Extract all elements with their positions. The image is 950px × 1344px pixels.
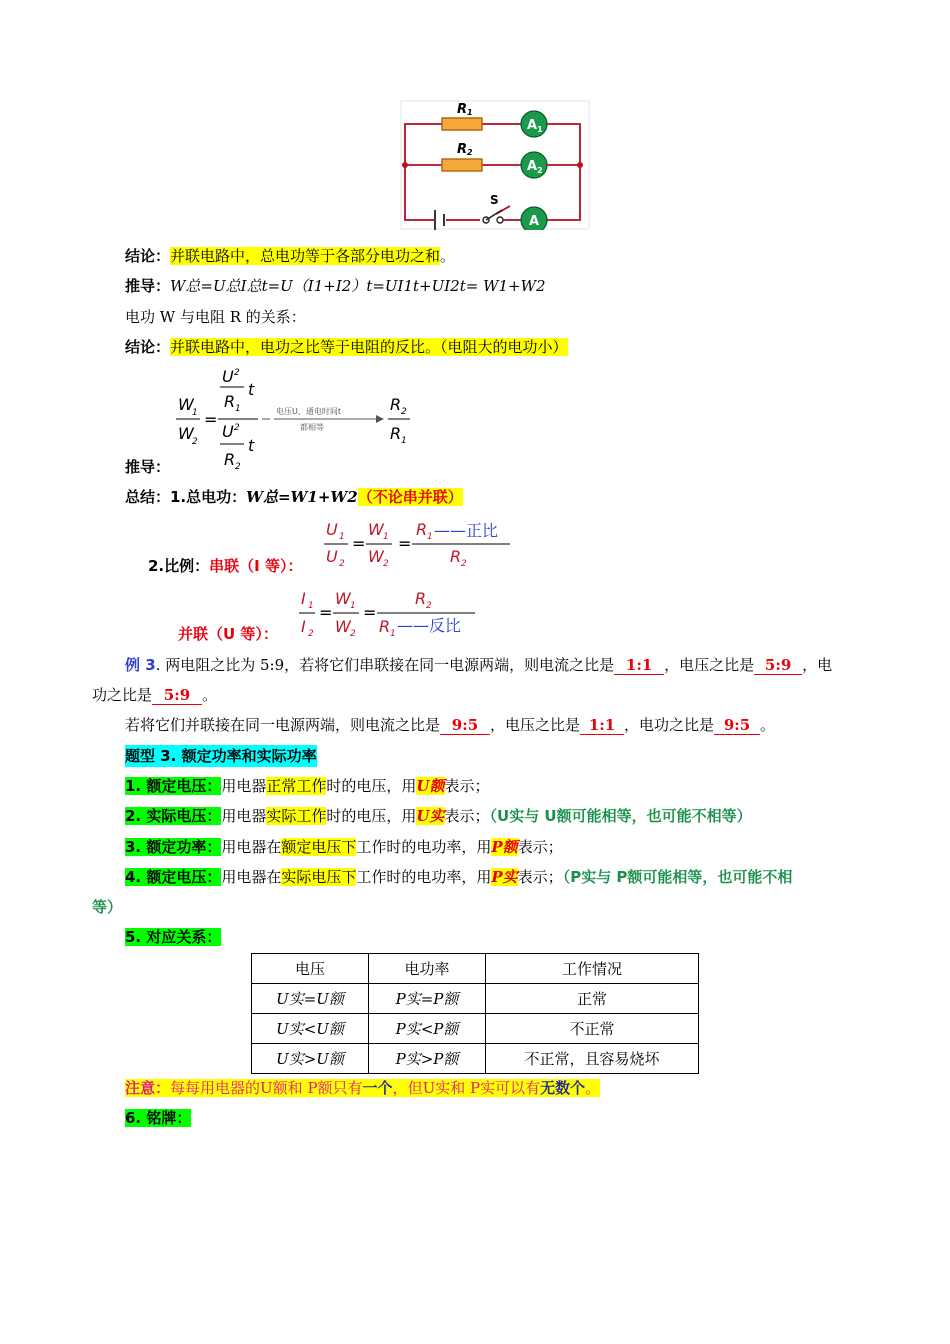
svg-text:2: 2	[308, 629, 314, 639]
svg-text:——正比: ——正比	[434, 521, 499, 540]
answer-blank: 1:1	[580, 716, 624, 735]
svg-text:电压U、通电时间t: 电压U、通电时间t	[276, 407, 341, 416]
item-label: 4. 额定电压：	[125, 868, 222, 886]
svg-text:1: 1	[192, 408, 198, 418]
item-highlight: 实际工作	[266, 807, 327, 825]
notice-text: ，但	[392, 1079, 423, 1097]
parallel-circuit-diagram	[400, 100, 590, 230]
answer-blank: 5:9	[152, 686, 202, 705]
conclusion-label: 结论：	[125, 338, 171, 356]
answer-blank: 5:9	[754, 656, 802, 675]
ratio-label: 2.比例：	[148, 557, 210, 575]
item-4	[125, 866, 792, 888]
svg-text:R: R	[224, 392, 236, 411]
item-text: 表示；	[444, 777, 490, 795]
svg-text:1: 1	[339, 532, 345, 542]
svg-text:R: R	[224, 450, 236, 469]
answer-blank: 9:5	[440, 716, 490, 735]
svg-text:A: A	[529, 214, 540, 229]
item-label: 2. 实际电压：	[125, 807, 222, 825]
table-row	[252, 1044, 699, 1074]
svg-text:=: =	[363, 603, 377, 622]
table-cell: 不正常，且容易烧坏	[486, 1044, 699, 1074]
item-text: 用电器在	[221, 868, 282, 886]
svg-text:W: W	[368, 520, 384, 539]
svg-text:R: R	[390, 424, 402, 443]
svg-text:A1: $A_1$	[527, 118, 543, 134]
svg-text:2: 2	[350, 629, 356, 639]
table-row	[252, 984, 699, 1014]
ratio-series-line	[148, 555, 302, 577]
svg-text:U: U	[222, 422, 234, 441]
table-header-row	[252, 954, 699, 984]
example-text: 功之比是	[92, 686, 153, 704]
item-highlight: 额定电压下	[281, 838, 357, 856]
summary-formula: W总=W1+W2	[246, 488, 358, 506]
item-text: 时的电压，用	[326, 777, 417, 795]
svg-text:R1: R1	[457, 102, 473, 117]
svg-text:2: 2	[383, 559, 389, 569]
svg-text:R: R	[415, 589, 427, 608]
svg-text:——反比: ——反比	[397, 616, 462, 635]
summary-line	[125, 486, 463, 508]
item-6	[125, 1107, 191, 1129]
svg-text:=: =	[398, 534, 412, 553]
item-4-note-cont: 等）	[92, 898, 123, 916]
item-label: 5. 对应关系：	[125, 928, 222, 946]
item-symbol: P实	[491, 868, 518, 886]
parallel-ratio-formula	[295, 584, 495, 640]
svg-text:2: 2	[426, 601, 432, 611]
svg-text:1: 1	[427, 532, 433, 542]
item-5	[125, 926, 221, 948]
svg-text:t: t	[248, 380, 255, 399]
voltage-power-table	[251, 953, 699, 1074]
svg-text:2: 2	[234, 368, 240, 378]
svg-text:=: =	[319, 603, 333, 622]
item-1	[125, 775, 490, 797]
item-text: 时的电压，用	[326, 807, 417, 825]
resistor-r2	[442, 159, 482, 171]
notice-label: 注意：	[125, 1079, 171, 1097]
svg-text:R: R	[450, 547, 462, 566]
table-cell: 不正常	[486, 1014, 699, 1044]
conclusion-text: 并联电路中，电功之比等于电阻的反比。（电阻大的电功小）	[170, 338, 568, 356]
svg-text:=: =	[352, 534, 366, 553]
item-3	[125, 836, 563, 858]
conclusion-1	[125, 245, 455, 267]
svg-text:W: W	[335, 589, 351, 608]
item-text: 表示；	[517, 868, 563, 886]
item-note: （U实与 U额可能相等，也可能不相等）	[489, 807, 752, 825]
svg-text:W: W	[178, 395, 194, 414]
notice-line	[125, 1077, 600, 1099]
example-text: ，电功之比是	[624, 716, 715, 734]
conclusion-tail: 。	[440, 247, 456, 265]
table-row	[252, 1014, 699, 1044]
item-2	[125, 805, 752, 827]
table-cell: P实>P额	[395, 1050, 459, 1068]
svg-text:A2: $A_2$	[527, 159, 543, 175]
item-symbol: P额	[491, 838, 518, 856]
svg-text:1: 1	[308, 601, 314, 611]
derivation-1	[125, 275, 546, 297]
table-header: 电功率	[369, 954, 486, 984]
item-text: 用电器	[221, 777, 267, 795]
svg-text:R2: R2	[457, 142, 473, 157]
answer-blank: 9:5	[714, 716, 760, 735]
table-header: 电压	[252, 954, 369, 984]
example-text: ，电压之比是	[664, 656, 755, 674]
summary-label: 总结：1.总电功：	[125, 488, 247, 506]
svg-text:=: =	[204, 410, 218, 429]
table-cell: P实=P额	[395, 990, 459, 1008]
item-text: 表示；	[444, 807, 490, 825]
example-text: 。	[202, 686, 218, 704]
svg-text:W: W	[335, 617, 351, 636]
svg-text:2: 2	[461, 559, 467, 569]
derivation-2-label: 推导：	[125, 458, 171, 476]
svg-text:R: R	[379, 617, 391, 636]
series-label: 串联（I 等）：	[209, 557, 303, 575]
notice-text: U实和 P实可以有	[422, 1079, 541, 1097]
topic-3-heading: 题型 3. 额定功率和实际功率	[125, 747, 317, 765]
svg-text:R: R	[416, 520, 428, 539]
answer-blank: 1:1	[614, 656, 664, 675]
item-highlight: 实际电压下	[281, 868, 357, 886]
example-3-line-2	[92, 684, 217, 706]
svg-text:W: W	[368, 547, 384, 566]
notice-emphasis: 无数个	[540, 1079, 586, 1097]
series-ratio-formula	[320, 515, 520, 570]
item-text: 用电器在	[221, 838, 282, 856]
svg-text:1: 1	[383, 532, 389, 542]
resistor-r1	[442, 118, 482, 130]
notice-emphasis: 一个	[362, 1079, 393, 1097]
conclusion-2	[125, 336, 568, 358]
item-text: 工作时的电功率，用	[356, 838, 492, 856]
svg-text:U: U	[326, 520, 338, 539]
item-symbol: U实	[416, 807, 445, 825]
notice-text: U额和 P额只有	[260, 1079, 363, 1097]
svg-text:1: 1	[235, 404, 241, 414]
item-label: 3. 额定功率：	[125, 838, 222, 856]
derivation-label: 推导：	[125, 277, 171, 295]
example-text: . 两电阻之比为 5:9，若将它们串联接在同一电源两端，则电流之比是	[155, 656, 615, 674]
svg-text:都相等: 都相等	[300, 423, 324, 432]
svg-text:2: 2	[234, 423, 240, 433]
svg-text:I: I	[301, 617, 306, 636]
relation-line: 电功 W 与电阻 R 的关系：	[125, 308, 306, 326]
svg-text:U: U	[326, 547, 338, 566]
table-cell: 正常	[486, 984, 699, 1014]
item-highlight: 正常工作	[266, 777, 327, 795]
svg-text:S: S	[490, 193, 499, 207]
item-text: 表示；	[517, 838, 563, 856]
notice-text: 每每用电器的	[170, 1079, 261, 1097]
conclusion-text: 并联电路中，总电功等于各部分电功之和	[170, 247, 441, 265]
item-symbol: U额	[416, 777, 445, 795]
example-text: 若将它们并联接在同一电源两端，则电流之比是	[125, 716, 441, 734]
table-header: 工作情况	[486, 954, 699, 984]
example-label: 例 3	[125, 656, 156, 674]
item-text: 工作时的电功率，用	[356, 868, 492, 886]
table-cell: U实<U额	[276, 1020, 344, 1038]
item-note: （P实与 P额可能相等，也可能不相	[562, 868, 793, 886]
svg-text:t: t	[248, 436, 255, 455]
svg-text:2: 2	[401, 407, 407, 417]
svg-text:U: U	[222, 367, 234, 386]
svg-text:1: 1	[401, 436, 407, 446]
svg-text:I: I	[301, 589, 306, 608]
table-cell: U实>U额	[276, 1050, 344, 1068]
item-label: 1. 额定电压：	[125, 777, 222, 795]
table-cell: U实=U额	[276, 990, 344, 1008]
svg-text:1: 1	[390, 629, 396, 639]
notice-text: 。	[585, 1079, 601, 1097]
ratio-parallel-label: 并联（U 等）：	[178, 625, 278, 643]
svg-text:R: R	[390, 395, 402, 414]
item-label: 6. 铭牌：	[125, 1109, 192, 1127]
summary-note: （不论串并联）	[357, 488, 463, 506]
derivation-formula: W总=U总I总t=U（I1+I2）t=UI1t+UI2t= W1+W2	[170, 277, 546, 295]
svg-text:1: 1	[350, 601, 356, 611]
example-3-line-1	[125, 654, 832, 676]
example-text: ，电	[802, 656, 833, 674]
svg-text:2: 2	[192, 437, 198, 447]
example-text: ，电压之比是	[490, 716, 581, 734]
table-cell: P实<P额	[395, 1020, 459, 1038]
example-3-line-3	[125, 714, 775, 736]
example-text: 。	[760, 716, 776, 734]
conclusion-label: 结论：	[125, 247, 171, 265]
svg-text:2: 2	[339, 559, 345, 569]
svg-text:W: W	[178, 424, 194, 443]
item-text: 用电器	[221, 807, 267, 825]
power-ratio-derivation	[170, 365, 430, 475]
svg-text:2: 2	[235, 462, 241, 472]
